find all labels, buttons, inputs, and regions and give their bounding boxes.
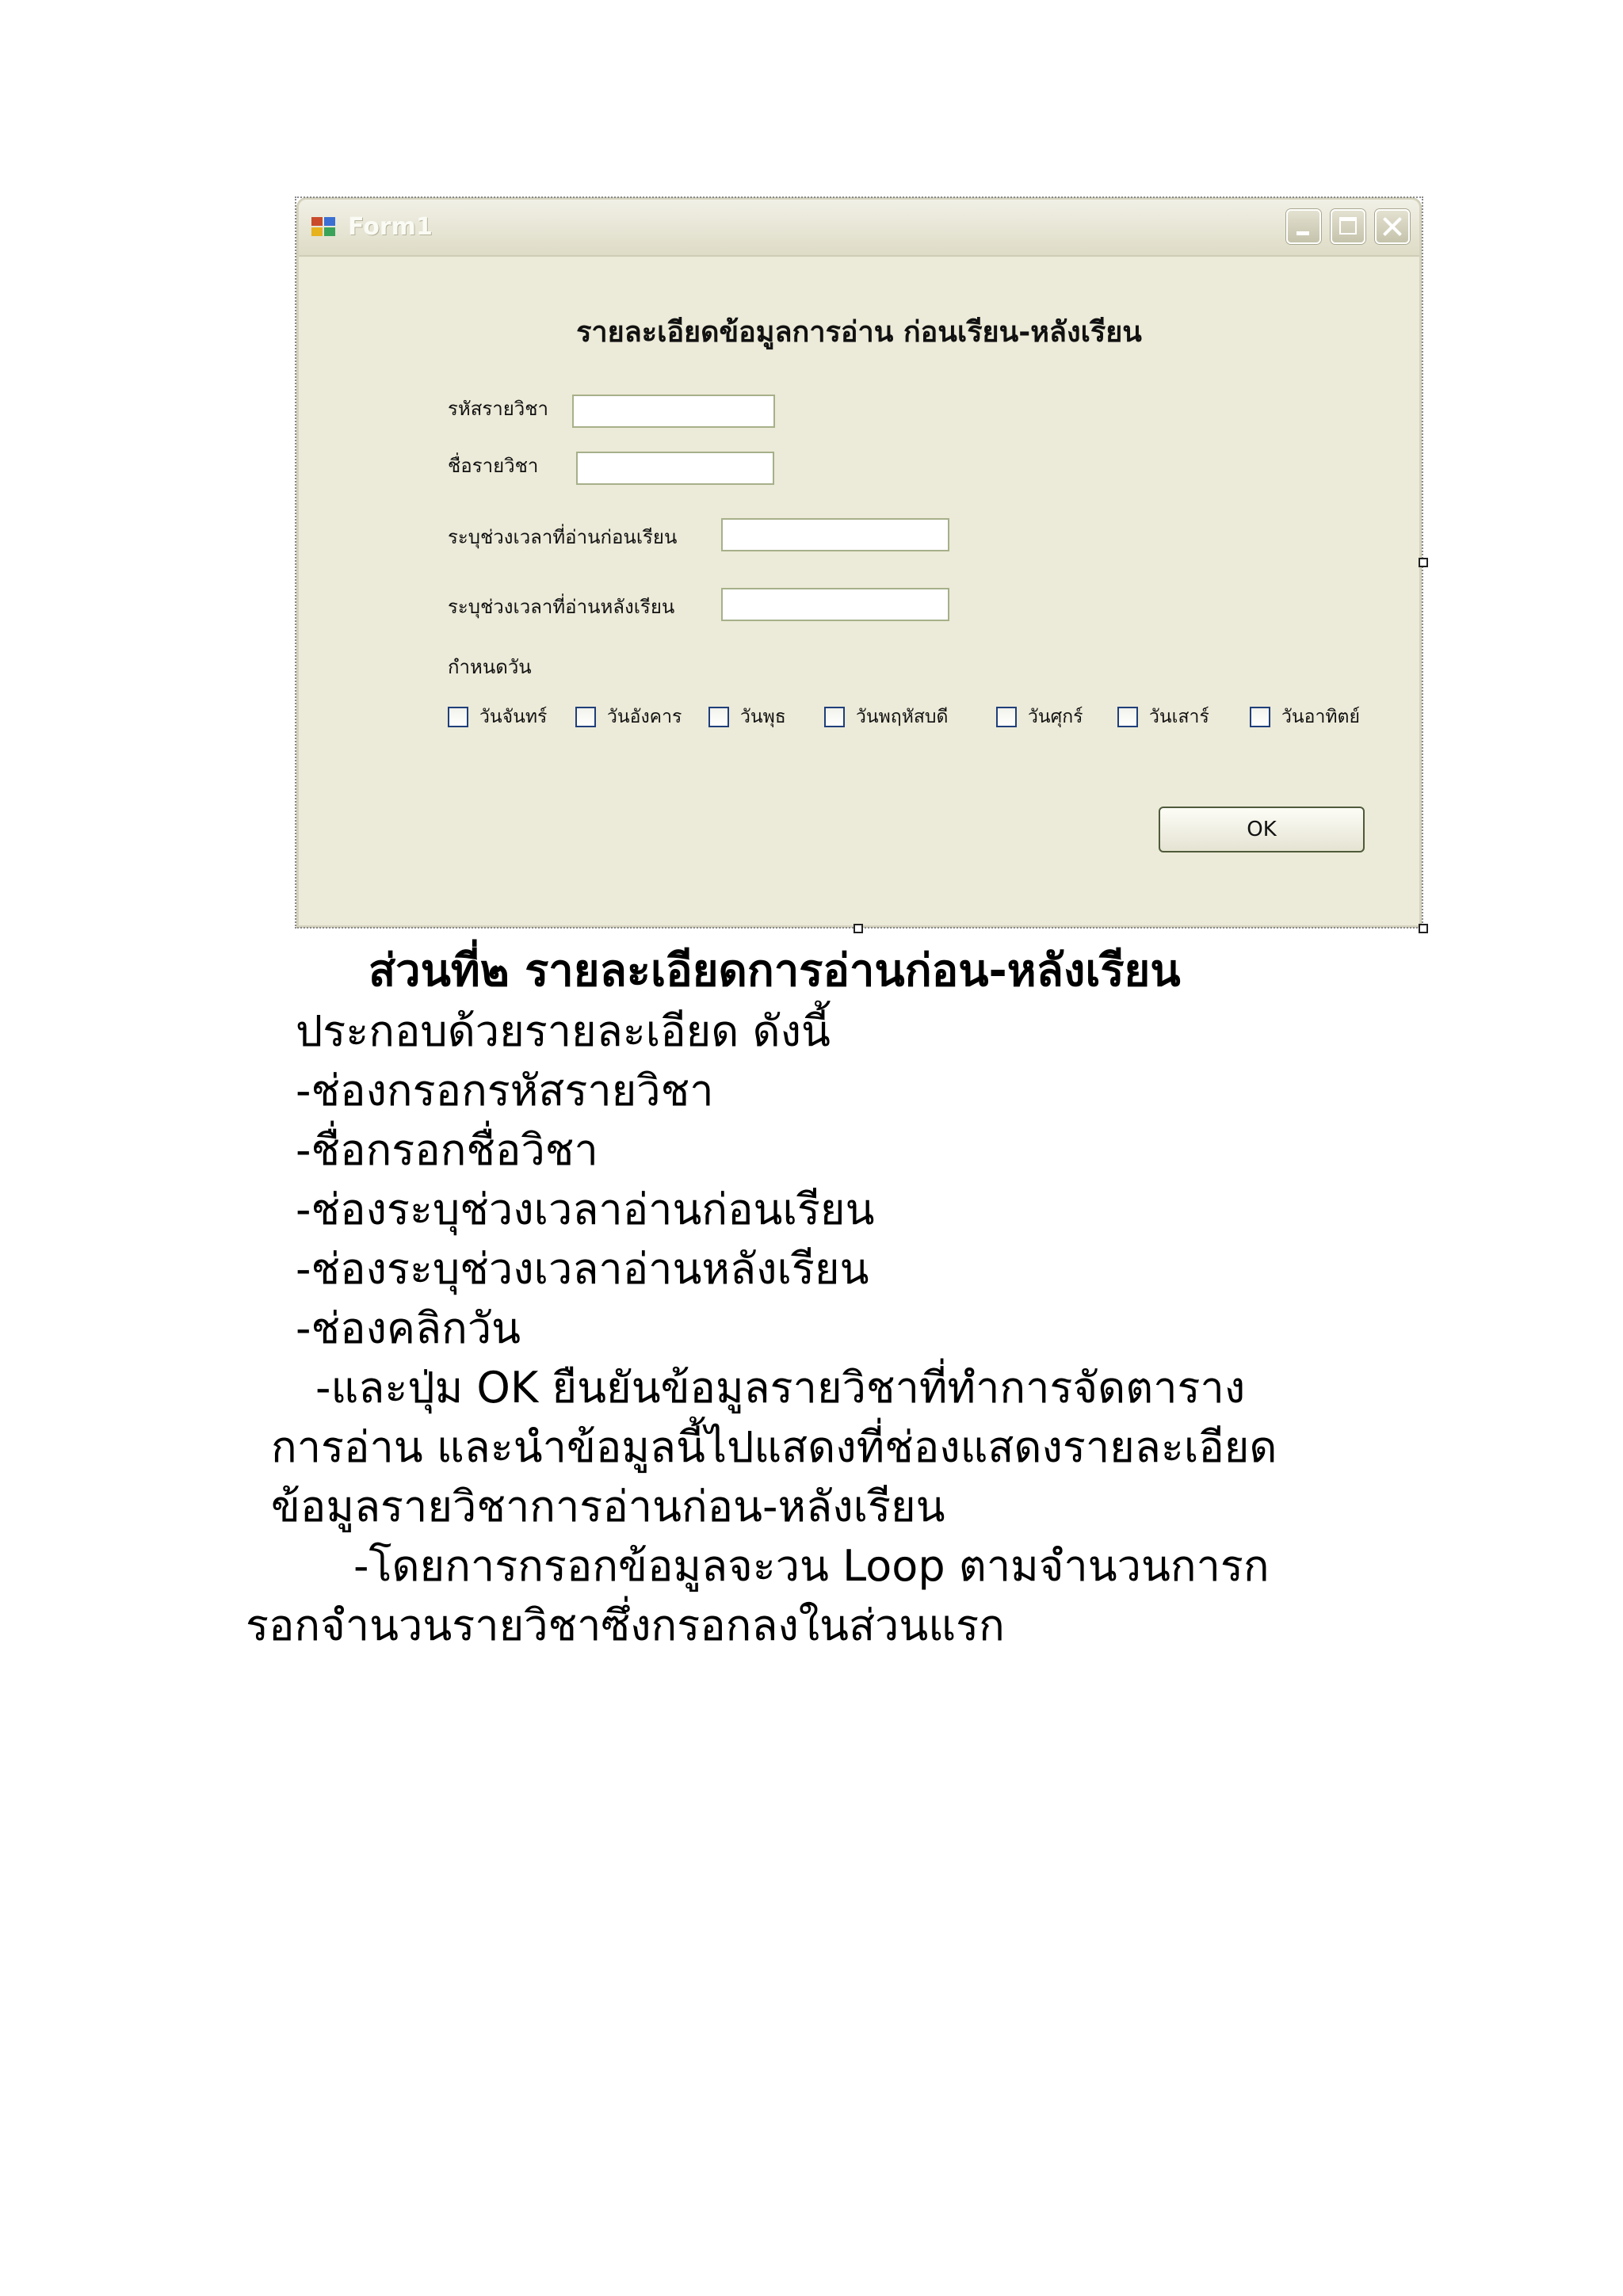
day-checkbox-tuesday[interactable] bbox=[575, 704, 682, 730]
minimize-icon[interactable] bbox=[1286, 209, 1321, 244]
day-checkbox-wednesday[interactable] bbox=[708, 704, 786, 730]
close-icon[interactable] bbox=[1375, 209, 1410, 244]
document-line: -และปุ่ม OK ยืนยันข้อมูลรายวิชาที่ทำการจัดตาราง bbox=[315, 1363, 1246, 1413]
document-line: ประกอบด้วยรายละเอียด ดังนี้ bbox=[296, 1006, 831, 1056]
document-line: -ช่องระบุช่วงเวลาอ่านหลังเรียน bbox=[296, 1244, 869, 1294]
document-line: -ช่องคลิกวัน bbox=[296, 1303, 521, 1353]
document-line: -ช่องกรอกรหัสรายวิชา bbox=[296, 1066, 714, 1116]
checkbox[interactable] bbox=[1250, 707, 1270, 727]
resize-handle[interactable] bbox=[854, 924, 863, 933]
resize-handle[interactable] bbox=[1419, 924, 1428, 933]
course-name-input[interactable] bbox=[576, 452, 774, 485]
window-title: Form1 bbox=[348, 213, 433, 241]
day-checkbox-monday[interactable] bbox=[448, 704, 547, 730]
post-class-time-input[interactable] bbox=[721, 588, 949, 621]
ok-button[interactable]: OK bbox=[1159, 807, 1365, 852]
document-line: ข้อมูลรายวิชาการอ่านก่อน-หลังเรียน bbox=[271, 1482, 945, 1531]
day-label: วันอาทิตย์ bbox=[1281, 707, 1360, 727]
course-name-label: ชื่อรายวิชา bbox=[448, 455, 539, 477]
app-icon bbox=[311, 217, 337, 238]
checkbox[interactable] bbox=[708, 707, 729, 727]
day-checkbox-friday[interactable] bbox=[996, 704, 1083, 730]
day-label: วันศุกร์ bbox=[1028, 707, 1083, 727]
post-class-time-label: ระบุช่วงเวลาที่อ่านหลังเรียน bbox=[448, 596, 675, 618]
maximize-icon[interactable] bbox=[1331, 209, 1365, 244]
days-label: กำหนดวัน bbox=[448, 656, 532, 678]
day-label: วันเสาร์ bbox=[1149, 707, 1209, 727]
document-line: -โดยการกรอกข้อมูลจะวน Loop ตามจำนวนการก bbox=[353, 1541, 1270, 1591]
section-heading: ส่วนที่๒ รายละเอียดการอ่านก่อน-หลังเรียน bbox=[369, 945, 1181, 997]
checkbox[interactable] bbox=[824, 707, 845, 727]
day-label: วันจันทร์ bbox=[479, 707, 548, 727]
course-code-input[interactable] bbox=[572, 395, 775, 428]
document-line: รอกจำนวนรายวิชาซึ่งกรอกลงในส่วนแรก bbox=[246, 1600, 1005, 1650]
form-heading: รายละเอียดข้อมูลการอ่าน ก่อนเรียน-หลังเรียน bbox=[576, 316, 1142, 349]
pre-class-time-label: ระบุช่วงเวลาที่อ่านก่อนเรียน bbox=[448, 526, 678, 548]
checkbox[interactable] bbox=[448, 707, 468, 727]
day-label: วันอังคาร bbox=[607, 707, 682, 727]
day-label: วันพฤหัสบดี bbox=[856, 707, 949, 727]
checkbox[interactable] bbox=[996, 707, 1017, 727]
day-checkbox-thursday[interactable] bbox=[824, 704, 948, 730]
resize-handle[interactable] bbox=[1419, 558, 1428, 567]
document-line: -ชื่อกรอกชื่อวิชา bbox=[296, 1125, 598, 1175]
document-line: -ช่องระบุช่วงเวลาอ่านก่อนเรียน bbox=[296, 1184, 875, 1234]
day-label: วันพุธ bbox=[740, 707, 786, 727]
day-checkbox-saturday[interactable] bbox=[1117, 704, 1209, 730]
pre-class-time-input[interactable] bbox=[721, 518, 949, 551]
window-titlebar[interactable] bbox=[299, 200, 1419, 257]
checkbox[interactable] bbox=[575, 707, 596, 727]
checkbox[interactable] bbox=[1117, 707, 1138, 727]
document-line: การอ่าน และนำข้อมูลนี้ไปแสดงที่ช่องแสดงรายละเอียด bbox=[271, 1422, 1277, 1472]
course-code-label: รหัสรายวิชา bbox=[448, 398, 549, 420]
day-checkbox-sunday[interactable] bbox=[1250, 704, 1360, 730]
form-window bbox=[297, 198, 1421, 927]
